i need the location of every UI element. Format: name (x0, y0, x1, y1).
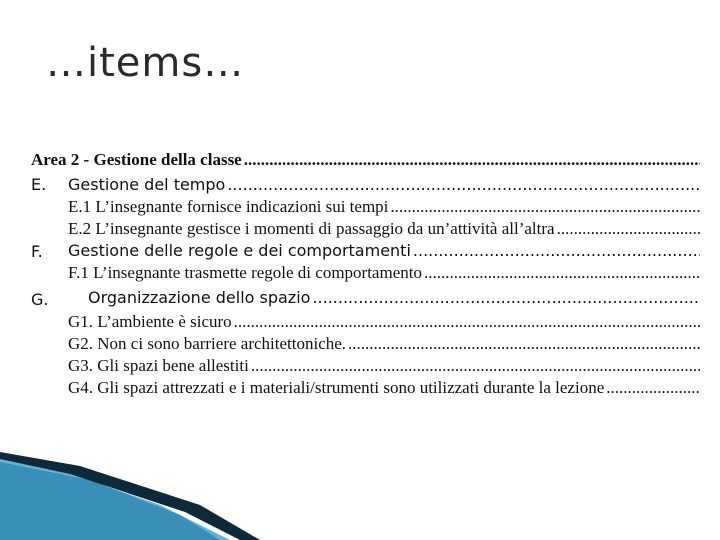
item-label: E.2 L’insegnante gestisce i momenti di passaggio da un’attività all’altra (68, 219, 555, 238)
section-letter-e: E. (31, 175, 47, 194)
section-letter-g: G. (31, 290, 49, 309)
item-label: G4. Gli spazi attrezzati e i materiali/strumenti sono utilizzati durante la lezione (68, 378, 605, 397)
item-label: G3. Gli spazi bene allestiti (68, 356, 249, 375)
item-label: F.1 L’insegnante trasmette regole di comportamento (68, 263, 422, 282)
item-label: G2. Non ci sono barriere architettoniche. (68, 334, 347, 353)
slide-title: …items… (46, 40, 245, 86)
section-heading-label: Gestione del tempo (68, 175, 226, 194)
item-label: E.1 L’insegnante fornisce indicazioni sui tempi (68, 197, 389, 216)
section-letter-f: F. (31, 242, 43, 261)
section-heading-label: Organizzazione dello spazio (88, 288, 311, 307)
section-heading-label: Gestione delle regole e dei comportamenti (68, 241, 411, 260)
item-label: G1. L’ambiente è sicuro (68, 312, 232, 331)
area-label: Area 2 - Gestione della classe (31, 150, 242, 169)
